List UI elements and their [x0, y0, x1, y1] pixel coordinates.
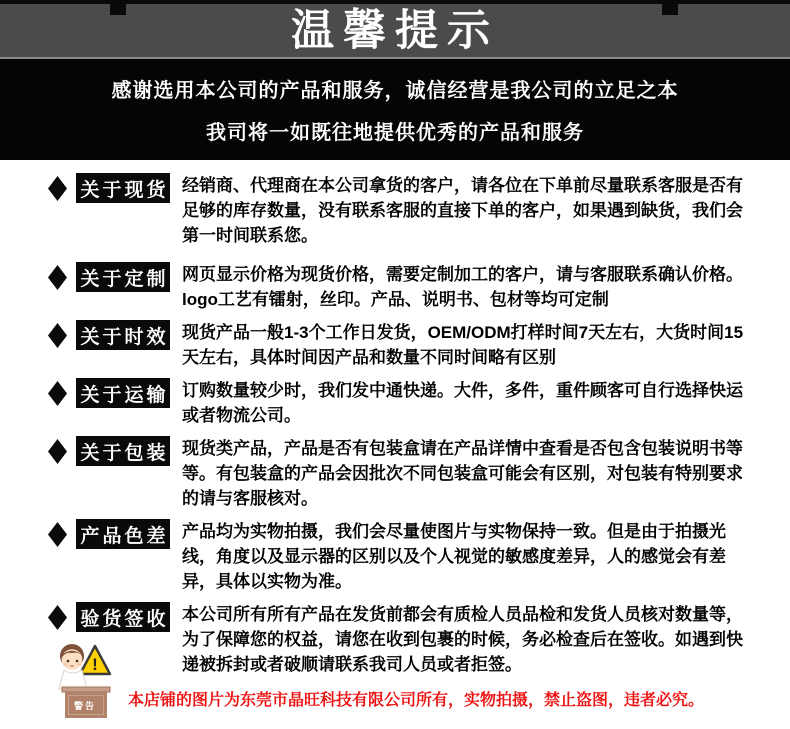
notice-section-color-difference: [48, 519, 750, 594]
section-text: 经销商、代理商在本公司拿货的客户，请各位在下单前尽量联系客服是否有足够的库存数量，没有联系客服的直接下单的客户，如果遇到缺货，我们会第一时间联系您。: [182, 176, 743, 245]
notice-section-shipping: [48, 378, 750, 428]
section-text: 现货类产品，产品是否有包装盒请在产品详情中查看是否包含包装说明书等等。有包装盒的产品会因批次不同包装盒可能会有区别，对包装有特别要求的请与客服核对。: [182, 439, 743, 508]
intro-line-1: 感谢选用本公司的产品和服务，诚信经营是我公司的立足之本: [111, 80, 679, 102]
section-text: 网页显示价格为现货价格，需要定制加工的客户，请与客服联系确认价格。logo工艺有镭射，丝印。产品、说明书、包材等均可定制: [182, 265, 743, 309]
section-label: 关于时效: [76, 320, 170, 350]
section-text: 现货产品一般1-3个工作日发货，OEM/ODM打样时间7天左右，大货时间15天左右，具体时间因产品和数量不同时间略有区别: [182, 323, 744, 367]
intro-band: [0, 59, 790, 160]
header-banner: [0, 0, 790, 57]
intro-line-2: 我司将一如既往地提供优秀的产品和服务: [206, 122, 584, 144]
section-text: 订购数量较少时，我们发中通快递。大件，多件，重件顾客可自行选择快运或者物流公司。: [182, 381, 743, 425]
diamond-bullet-icon: [48, 522, 67, 547]
mascot-warning-sign-label: 警告: [73, 701, 96, 711]
notice-section-customization: [48, 262, 750, 312]
sections-list: [0, 160, 790, 685]
section-label: 验货签收: [76, 602, 170, 632]
diamond-bullet-icon: [48, 323, 67, 348]
copyright-notice: 本店铺的图片为东莞市晶旺科技有限公司所有，实物拍摄，禁止盗图，违者必究。: [128, 692, 705, 709]
section-text: 产品均为实物拍摄，我们会尽量使图片与实物保持一致。但是由于拍摄光线，角度以及显示器的区别以及个人视觉的敏感度差异，人的感觉会有差异，具体以实物为准。: [182, 522, 726, 591]
notice-section-stock: [48, 173, 750, 248]
diamond-bullet-icon: [48, 381, 67, 406]
section-text: 本公司所有所有产品在发货前都会有质检人员品检和发货人员核对数量等，为了保障您的权益，请您在收到包裹的时候，务必检查后在签收。如遇到快递被拆封或者破顺请联系我司人员或者拒签。: [182, 605, 743, 674]
diamond-bullet-icon: [48, 439, 67, 464]
diamond-bullet-icon: [48, 176, 67, 201]
diamond-bullet-icon: [48, 605, 67, 630]
diamond-bullet-icon: [48, 265, 67, 290]
notice-section-packaging: [48, 436, 750, 511]
svg-text:!: !: [92, 655, 98, 674]
section-label: 关于运输: [76, 378, 170, 408]
section-label: 关于现货: [76, 173, 170, 203]
section-label: 产品色差: [76, 519, 170, 549]
section-label: 关于定制: [76, 262, 170, 292]
section-label: 关于包装: [76, 436, 170, 466]
page-title: 温馨提示: [291, 6, 499, 56]
notice-section-leadtime: [48, 320, 750, 370]
notice-section-inspection: [48, 602, 750, 677]
